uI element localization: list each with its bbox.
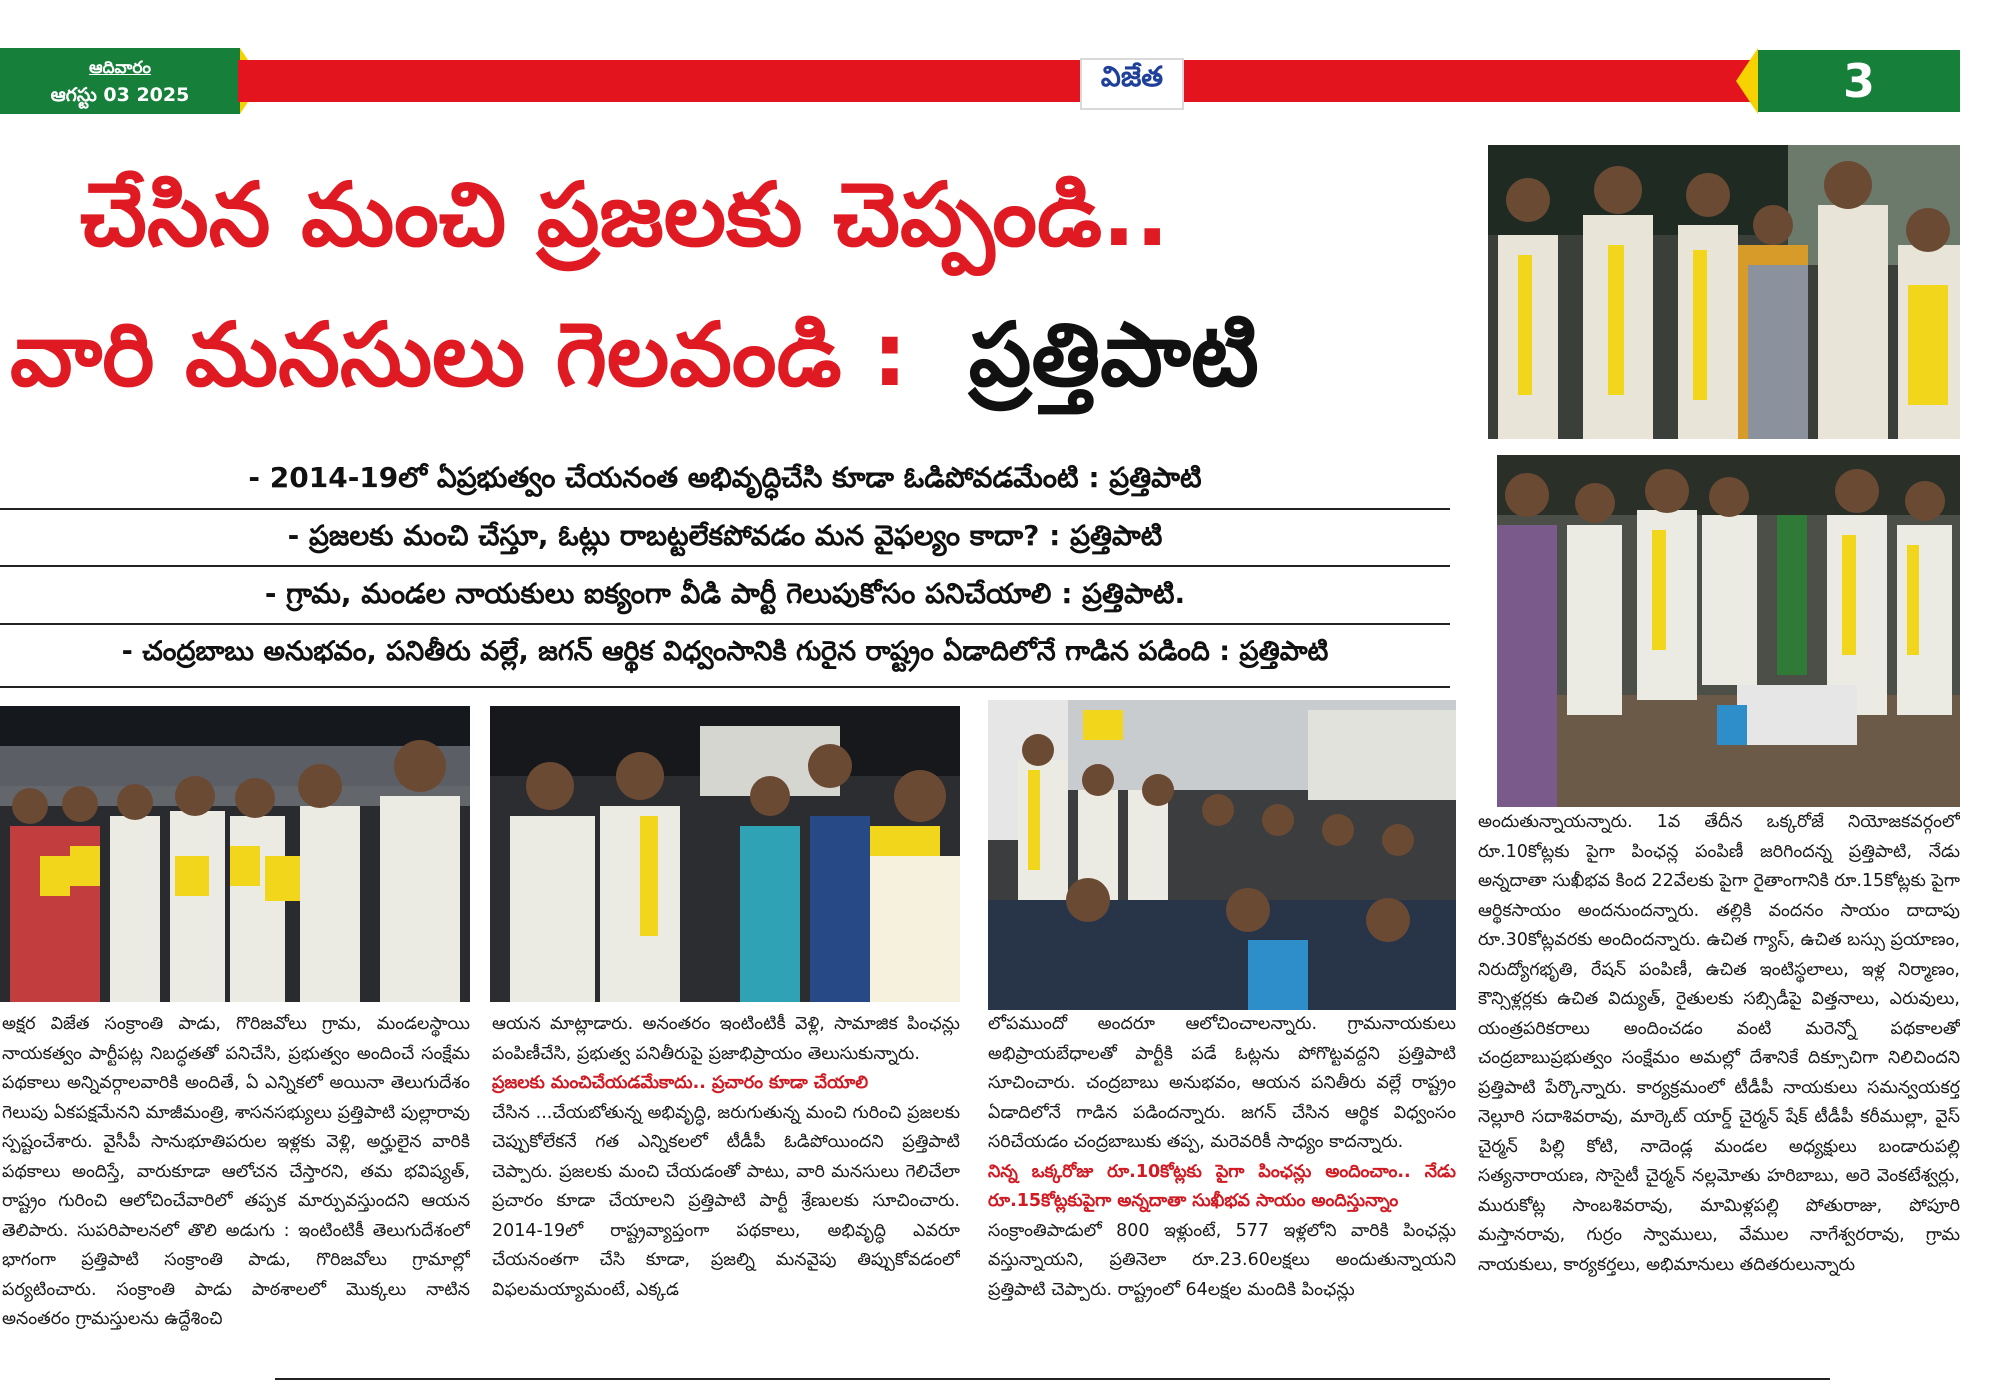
article-column-2: [492, 1010, 960, 1372]
door-to-door-photo: [490, 706, 960, 1002]
subhead-divider: [0, 565, 1450, 567]
date-box: [0, 48, 240, 114]
village-meeting-photo: [988, 700, 1456, 1010]
article-paragraph: అక్షర విజేత సంక్రాంతి పాడు, గొరిజవోలు గ్రామ, మండలస్థాయి నాయకత్వం పార్టీపట్ల నిబద్ధతతో పనిచేసి, ప్రభుత్వం అందించే సంక్షేమ పథకాలు అన్నివర్గాలవారికి అందితే, ఏ ఎన్నికలో అయినా తెలుగుదేశం గెలుపు ఏకపక్షమేనని మాజీమంత్రి, శాసనసభ్యులు ప్రత్తిపాటి పుల్లారావు స్పష్టంచేశారు. వైసీపీ సానుభూతిపరుల ఇళ్లకు వెళ్లి, అర్హులైన వారికి పథకాలు అందిస్తే, వారుకూడా ఆలోచన చేస్తారని, తమ భవిష్యత్, రాష్ట్రం గురించి ఆలోచించేవారిలో తప్పక మార్పువస్తుందని ఆయన తెలిపారు. సుపరిపాలనలో తొలి అడుగు : ఇంటింటికీ తెలుగుదేశంలో భాగంగా ప్రత్తిపాటి సంక్రాంతి పాడు, గొరిజవోలు గ్రామాల్లో పర్యటించారు. సంక్రాంతి పాడు పాఠశాలలో మొక్కలు నాటిన అనంతరం గ్రామస్తులను ఉద్దేశించి: [2, 1014, 470, 1329]
article-column-4: [1478, 808, 1960, 1338]
headline-line-2-name: ప్రత్తిపాటి: [968, 303, 1259, 406]
article-paragraph: లోపముందో అందరూ ఆలోచించాలన్నారు. గ్రామనాయకులు అభిప్రాయబేధాలతో పార్టీకి పడే ఓట్లను పోగొట్టవద్దని ప్రత్తిపాటి సూచించారు. చంద్రబాబు అనుభవం, ఆయన పనితీరు వల్లే రాష్ట్రం ఏడాదిలోనే గాడిన పడిందన్నారు. జగన్ చేసిన ఆర్థిక విధ్వంసం సరిచేయడం చంద్రబాబుకు తప్ప, మరెవరికీ సాధ్యం కాదన్నారు.: [988, 1014, 1456, 1152]
tree-planting-photo: [1497, 455, 1960, 807]
headline-line-1: చేసిన మంచి ప్రజలకు చెప్పండి..: [80, 163, 1169, 266]
subhead-2: - ప్రజలకు మంచి చేస్తూ, ఓట్లు రాబట్టలేకపోవడం మన వైఫల్యం కాదా? : ప్రత్తిపాటి: [287, 519, 1163, 552]
logo-text: విజేత: [1100, 60, 1164, 93]
subhead-divider: [0, 686, 1450, 688]
subhead-1: - 2014-19లో ఏప్రభుత్వం చేయనంత అభివృద్ధిచేసి కూడా ఓడిపోవడమేంటి : ప్రత్తిపాటి: [248, 461, 1202, 494]
weekday: ఆదివారం: [88, 58, 152, 78]
event-photo-top-right: [1488, 145, 1960, 439]
subhead-divider: [0, 508, 1450, 510]
headline-line-2-red: వారి మనసులు గెలవండి :: [10, 303, 908, 406]
bottom-divider: [275, 1378, 1830, 1380]
subhead-3: - గ్రామ, మండల నాయకులు ఐక్యంగా వీడి పార్టీ గెలుపుకోసం పనిచేయాలి : ప్రత్తిపాటి.: [264, 577, 1186, 610]
article-paragraph: సంక్రాంతిపాడులో 800 ఇళ్లుంటే, 577 ఇళ్లలోని వారికి పింఛన్లు వస్తున్నాయని, ప్రతినెలా రూ.23.60లక్షలు అందుతున్నాయని ప్రత్తిపాటి చెప్పారు. రాష్ట్రంలో 64లక్షల మందికి పింఛన్లు: [988, 1220, 1456, 1300]
headline-line-2: [10, 300, 1460, 410]
article-column-1: [2, 1010, 470, 1372]
article-paragraph: అందుతున్నాయన్నారు. 1వ తేదీన ఒక్కరోజే నియోజకవర్గంలో రూ.10కోట్లకు పైగా పింఛన్ల పంపిణీ జరిగిందన్న ప్రత్తిపాటి, నేడు అన్నదాతా సుఖీభవ కింద 22వేలకు పైగా రైతాంగానికి రూ.15కోట్లకు పైగా ఆర్థికసాయం అందనుందన్నారు. తల్లికి వందనం సాయం దాదాపు రూ.30కోట్లవరకు అందిందన్నారు. ఉచిత గ్యాస్, ఉచిత బస్సు ప్రయాణం, నిరుద్యోగభృతి, రేషన్ పంపిణీ, ఉచిత ఇంటిస్థలాలు, ఇళ్ల నిర్మాణం, కౌన్సిళ్లర్లకు ఉచిత విద్యుత్, రైతులకు సబ్సిడీపై విత్తనాలు, ఎరువులు, యంత్రపరికరాలు అందించడం వంటి మరెన్నో పథకాలతో చంద్రబాబుప్రభుత్వం సంక్షేమం అమల్లో దేశానికే దిక్సూచిగా నిలిచిందని ప్రత్తిపాటి పేర్కొన్నారు. కార్యక్రమంలో టీడీపీ నాయకులు సమన్వయకర్త నెల్లూరి సదాశివరావు, మార్కెట్ యార్డ్ చైర్మన్ షేక్ టీడీపీ కరీముల్లా, వైస్ చైర్మన్ పిల్లి కోటి, నాదెండ్ల మండల అధ్యక్షులు బండారుపల్లి సత్యనారాయణ, సొసైటీ చైర్మన్ నల్లమోతు హరిబాబు, అరె వెంకటేశ్వర్లు, మురుకోట్ల సాంబశివరావు, మామిళ్లపల్లి పోతురాజు, పోపూరి మస్తానరావు, గుర్రం స్వాములు, వేముల నాగేశ్వరరావు, గ్రామ నాయకులు, కార్యకర్తలు, అభిమానులు తదితరులున్నారు: [1478, 812, 1960, 1275]
issue-date: ఆగస్టు 03 2025: [50, 84, 190, 106]
article-subheading: నిన్న ఒక్కరోజు రూ.10కోట్లకు పైగా పింఛన్లు అందించాం.. నేడు రూ.15కోట్లకుపైగా అన్నదాతా సుఖీభవ సాయం అందిస్తున్నాం: [988, 1161, 1456, 1211]
pension-distribution-photo: [0, 706, 470, 1002]
newspaper-logo: [1080, 58, 1184, 110]
masthead-red-bar: [238, 60, 1758, 102]
article-subheading: ప్రజలకు మంచిచేయడమేకాదు.. ప్రచారం కూడా చేయాలి: [492, 1073, 869, 1093]
page-number: 3: [1758, 50, 1960, 112]
subhead-divider: [0, 623, 1450, 625]
article-paragraph: ఆయన మాట్లాడారు. అనంతరం ఇంటింటికీ వెళ్లి, సామాజిక పింఛన్లు పంపిణీచేసి, ప్రభుత్వ పనితీరుపై ప్రజాభిప్రాయం తెలుసుకున్నారు.: [492, 1014, 960, 1064]
subhead-4: - చంద్రబాబు అనుభవం, పనితీరు వల్లే, జగన్ ఆర్థిక విధ్వంసానికి గురైన రాష్ట్రం ఏడాదిలోనే గాడిన పడింది : ప్రత్తిపాటి: [121, 636, 1329, 667]
masthead-right-accent: [1736, 48, 1758, 114]
article-column-3: [988, 1010, 1456, 1372]
article-paragraph: చేసిన ...చేయబోతున్న అభివృద్ధి, జరుగుతున్న మంచి గురించి ప్రజలకు చెప్పుకోలేకనే గత ఎన్నికలలో టీడీపీ ఓడిపోయిందని ప్రత్తిపాటి చెప్పారు. ప్రజలకు మంచి చేయడంతో పాటు, వారి మనసులు గెలిచేలా ప్రచారం కూడా చేయాలని ప్రత్తిపాటి పార్టీ శ్రేణులకు సూచించారు. 2014-19లో రాష్ట్రవ్యాప్తంగా పథకాలు, అభివృద్ధి ఎవరూ చేయనంతగా చేసి కూడా, ప్రజల్ని మనవైపు తిప్పుకోవడంలో విఫలమయ్యామంటే, ఎక్కడ: [492, 1102, 960, 1300]
